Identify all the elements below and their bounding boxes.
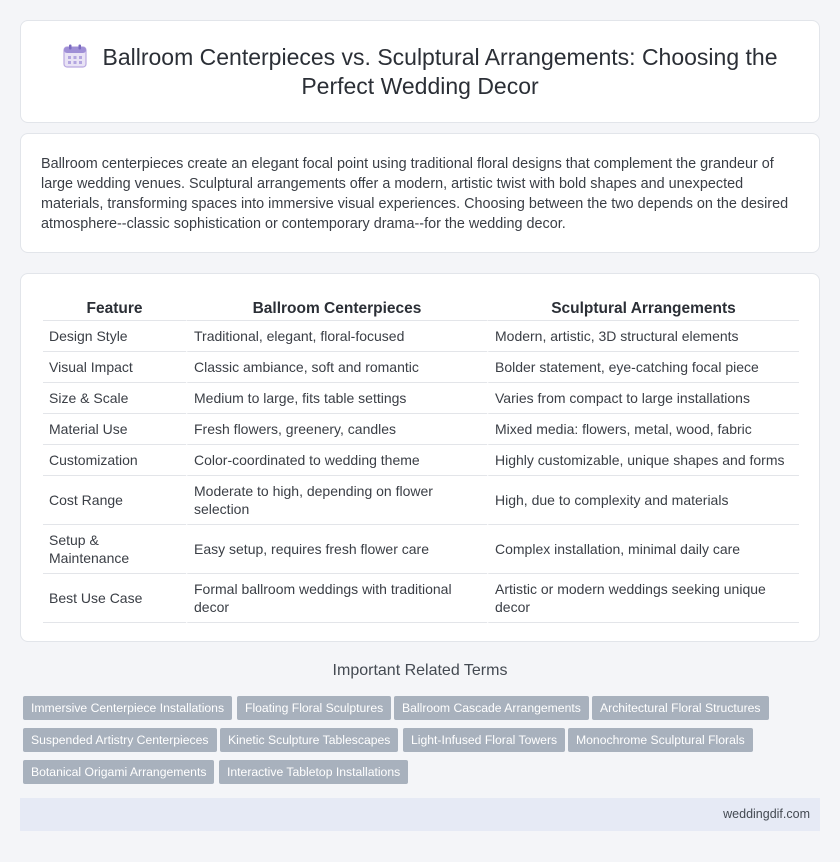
ballroom-cell: Color-coordinated to wedding theme — [186, 445, 487, 476]
comparison-table — [43, 296, 799, 623]
feature-cell: Setup & Maintenance — [43, 525, 186, 574]
footer-site-link[interactable]: weddingdif.com — [723, 807, 810, 821]
sculptural-cell: Complex installation, minimal daily care — [487, 525, 799, 574]
ballroom-cell: Fresh flowers, greenery, candles — [186, 414, 487, 445]
feature-cell: Best Use Case — [43, 574, 186, 623]
feature-cell: Cost Range — [43, 476, 186, 525]
page-title-wrap — [21, 43, 819, 101]
sculptural-cell: High, due to complexity and materials — [487, 476, 799, 525]
related-tag[interactable]: Monochrome Sculptural Florals — [568, 728, 753, 752]
table-row — [43, 352, 799, 383]
related-tag[interactable]: Immersive Centerpiece Installations — [23, 696, 232, 720]
related-tag[interactable]: Floating Floral Sculptures — [237, 696, 391, 720]
footer-bar — [20, 798, 820, 831]
feature-cell: Customization — [43, 445, 186, 476]
table-row — [43, 574, 799, 623]
table-row — [43, 445, 799, 476]
related-terms-heading: Important Related Terms — [332, 662, 508, 679]
related-tag[interactable]: Kinetic Sculpture Tablescapes — [220, 728, 398, 752]
table-header-row — [43, 296, 799, 321]
table-row — [43, 525, 799, 574]
sculptural-cell: Bolder statement, eye-catching focal piece — [487, 352, 799, 383]
sculptural-cell: Highly customizable, unique shapes and forms — [487, 445, 799, 476]
ballroom-cell: Classic ambiance, soft and romantic — [186, 352, 487, 383]
table-row — [43, 321, 799, 352]
related-tag[interactable]: Botanical Origami Arrangements — [23, 760, 214, 784]
feature-cell: Design Style — [43, 321, 186, 352]
related-tag[interactable]: Ballroom Cascade Arrangements — [394, 696, 589, 720]
sculptural-cell: Modern, artistic, 3D structural elements — [487, 321, 799, 352]
feature-cell: Visual Impact — [43, 352, 186, 383]
intro-paragraph: Ballroom centerpieces create an elegant focal point using traditional floral designs that complement the grandeur of large wedding venues. Sculptural arrangements offer a modern, artistic twist with bold shapes and unexpected materials, transforming spaces into immersive visual experiences. Choosing between the two depends on the desired atmosphere--classic sophistication or contemporary drama--for the wedding decor. — [41, 156, 789, 232]
ballroom-cell: Traditional, elegant, floral-focused — [186, 321, 487, 352]
sculptural-cell: Mixed media: flowers, metal, wood, fabric — [487, 414, 799, 445]
table-row — [43, 476, 799, 525]
table-row — [43, 414, 799, 445]
ballroom-cell: Formal ballroom weddings with traditional decor — [186, 574, 487, 623]
page-title: Ballroom Centerpieces vs. Sculptural Arrangements: Choosing the Perfect Wedding Decor — [102, 44, 778, 99]
sculptural-cell: Artistic or modern weddings seeking unique decor — [487, 574, 799, 623]
related-tag[interactable]: Interactive Tabletop Installations — [219, 760, 408, 784]
ballroom-cell: Easy setup, requires fresh flower care — [186, 525, 487, 574]
related-tag[interactable]: Light-Infused Floral Towers — [403, 728, 565, 752]
related-tag[interactable]: Suspended Artistry Centerpieces — [23, 728, 217, 752]
feature-cell: Size & Scale — [43, 383, 186, 414]
intro-card — [20, 133, 820, 253]
ballroom-cell: Medium to large, fits table settings — [186, 383, 487, 414]
table-row — [43, 383, 799, 414]
comparison-card — [20, 273, 820, 642]
feature-cell: Material Use — [43, 414, 186, 445]
header-sculptural-arrangements: Sculptural Arrangements — [487, 296, 799, 321]
header-feature: Feature — [43, 296, 186, 321]
ballroom-cell: Moderate to high, depending on flower selection — [186, 476, 487, 525]
related-tag[interactable]: Architectural Floral Structures — [592, 696, 769, 720]
sculptural-cell: Varies from compact to large installations — [487, 383, 799, 414]
title-card — [20, 20, 820, 123]
header-ballroom-centerpieces: Ballroom Centerpieces — [186, 296, 487, 321]
calendar-icon — [62, 43, 88, 69]
